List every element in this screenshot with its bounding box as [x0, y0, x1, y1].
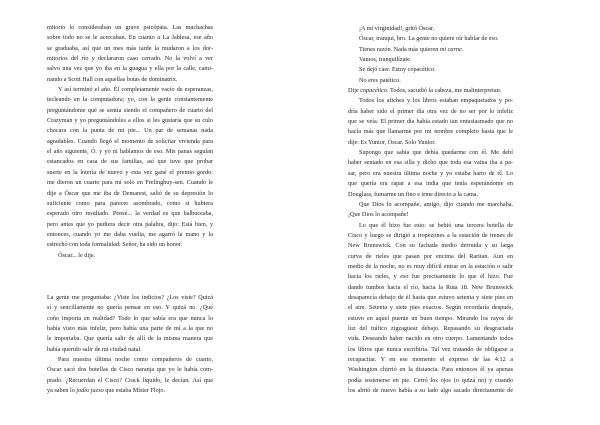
text-line: podía sostenerse en pie. Cerró los ojos (o quizá no) y cuando — [348, 376, 513, 384]
text-line: nando a Scott Hall con aquellas botas de dominatrix. — [47, 75, 178, 83]
text-line: hacia los rieles, y eso fue precisamente lo que él hizo. Fue — [348, 273, 513, 281]
text-line: luz del tráfico zigzaguear debajo. Repasando su desgraciada — [348, 324, 513, 332]
text-line: coño importa en realidad? Todo lo que sabía era que nunca lo — [47, 314, 213, 322]
text-line: que quería era rapar a esa india que tenía esperándome en — [348, 180, 513, 188]
text-line: mitorios del río y declararon caso cerrado. No la volví a ver — [47, 55, 213, 63]
text-run: que estaba Míster Flojo. — [103, 387, 166, 395]
text-line: esperado otro resultado. Pensé... la verdad es que balbuceaba, — [47, 210, 213, 218]
text-line: el aire. Setenta y siete pies exactos. Según recordaría después, — [348, 304, 513, 312]
text-run: Dije — [348, 87, 361, 95]
text-line: No eres patético. — [359, 76, 401, 84]
text-line: preguntándome qué se sentía siendo el compañero de cuarto del — [47, 106, 213, 114]
italic-text: mi carne — [439, 45, 462, 53]
text-line: agradables. Cuando llegó el momento de solicitar vivienda para — [47, 137, 213, 145]
text-line — [348, 45, 513, 55]
text-line: me dieron un cuarto para mí solo en Frelinghuy-sen. Cuando le — [47, 179, 213, 187]
text-line: dije: Es Yunior, Óscar. Solo Yunior. — [348, 138, 436, 146]
text-line: Óscar... le dije. — [58, 251, 96, 259]
text-line: estrechó con toda formalidad: Señor, ha sido un honor. — [47, 241, 183, 249]
text-line: salvo una vez que yo iba en la guagua y ella por la calle, cami- — [47, 65, 213, 73]
text-line: Y así terminó el año. Él completamente vacío de esperanzas, — [58, 86, 213, 94]
text-line: Se dejó caer. Estoy copacético. — [359, 66, 436, 74]
text-line: Todos los afiches y los libros estaban empaquetados y po- — [359, 97, 513, 105]
text-line: entonces, cuando yo me daba vuelta, me agarró la mano y la — [47, 230, 213, 238]
italic-text: jodío jueso — [76, 387, 104, 395]
text-line: había visto más infeliz, pero había una parte de mí a la que no — [47, 325, 213, 333]
text-line: sobre todo no se le acercaban. En cuanto a La Jablesa, ese año — [47, 34, 213, 42]
text-run: ya saben lo — [47, 387, 77, 395]
text-line: que se veía. El primer día había estado tan entusiasmado que no — [348, 118, 513, 126]
text-line: se graduaba, así que un mes más tarde la mudaron a los dor- — [47, 44, 213, 52]
text-line: recapacitar. Y en ese momento el expreso de las 4:12 a — [348, 356, 513, 363]
left-page-section-break-block — [47, 293, 213, 396]
text-line: La gente me preguntaba: ¿Viste los indicios? ¿Los viste? Quizá — [47, 294, 213, 301]
text-line: Douglass, fumarme un fino e irme directo a la cama. — [348, 190, 479, 198]
text-line: dando tumbos hacia el río, hacia la Ruta 18. New Brunswick — [348, 283, 513, 291]
text-line: dría haber sido el primer día otra vez de no ser por lo infeliz — [348, 107, 513, 115]
text-line: Cisco y luego se dirigió a tropezones a la estación de trenes de — [348, 231, 513, 239]
text-line: Lo que él hizo fue esto: se bebió una tercera botella de — [359, 221, 513, 229]
text-line: New Brunswick. Con su fachada medio derruida y su larga — [348, 242, 513, 250]
text-line: estuvo en aquel puente un buen tiempo. Mirando los rayos de — [348, 314, 513, 322]
text-line: curva de rieles que pasan por encima del Raritan. Aun en — [348, 252, 513, 260]
text-line: haber sentado en esa silla y dicho que toda esa vaina iba a pa- — [348, 159, 513, 167]
text-line: Vamos, tranquilízate. — [359, 56, 412, 64]
text-line: sar, pero era nuestra última noche y yo estaba harto de él. Lo — [348, 169, 513, 177]
text-line: tecleando en la computadora; yo, con la gente constantemente — [47, 96, 213, 104]
text-line: Óscar sacó dos botellas de Cisco naranja que yo le había com- — [47, 366, 213, 374]
text-line — [348, 86, 513, 96]
text-line: los libros que nunca escribiría. Tal vez tratando de obligarse a — [348, 345, 513, 353]
text-line: mitorio lo consideraban un grave psicópata. Las muchachas — [47, 24, 213, 31]
text-line — [47, 386, 213, 396]
text-line: dije a Óscar que me iba de Demarest, salió de su depresión lo — [47, 189, 213, 197]
text-line: vida. Deseando haber nacido en otro cuerpo. Lamentando todos — [348, 335, 513, 343]
text-line: le importaba. Que quería salir de allí de la misma manera que — [47, 335, 213, 343]
text-run: . Todos, sacudió la cabeza, me malinterpretan. — [387, 87, 502, 95]
left-page-text-block — [47, 23, 213, 261]
text-line: suficiente como para parecer asombrado, como si hubiera — [47, 199, 213, 207]
text-run: . — [461, 45, 464, 53]
text-line: Para nuestra última noche como compañeros de cuarto, — [58, 356, 213, 364]
text-line: el año siguiente, Ó. y yo ni hablamos de eso. Mis panas seguían — [47, 148, 213, 156]
text-line: había querido salir de mi ciudad natal. — [47, 345, 142, 353]
text-line: suerte en la lotería de nuevo y esta vez gané el premio gordo: — [47, 168, 213, 176]
text-line: Supongo que sabía que debía quedarme con él. Me debí — [359, 149, 513, 157]
text-run: Tienes razón. Nada más quieren — [359, 45, 440, 53]
text-line: desaparecía debajo de él hasta que estuvo setenta y siete pies en — [348, 293, 513, 301]
text-line: Crazyman y yo preguntándoles a ellos si les gustaría que su culo — [47, 117, 213, 125]
text-line: prado. ¿Recuerdan el Cisco? Crack líquido, le decían. Así que — [47, 376, 213, 384]
text-line: estancados en casa de sus familias, así que tuve que probar — [47, 158, 213, 166]
text-line: Washington chirrió en la distancia. Para entonces él ya apenas — [348, 366, 513, 374]
text-line: sí y sencillamente no quería pensar en eso. Y quizá no. ¿Qué — [47, 304, 213, 312]
text-line: ¡A mi virginidad!, gritó Óscar. — [359, 25, 435, 32]
text-line: medio de la noche, no es muy difícil entrar en la estación o salir — [348, 262, 513, 270]
text-line: los abrió de nuevo había a su lado algo sacado directamente de — [348, 387, 513, 395]
text-line: Óscar, tranqui, bro. La gente no quiere oír hablar de eso. — [359, 35, 499, 43]
text-line: Que Dios lo acompañe, amigo, dijo cuando me marchaba. — [359, 200, 513, 208]
text-line: hacía más que llamarme por mi nombre completo hasta que le — [348, 128, 513, 136]
text-line: pero antes que yo pudiera decir otra palabra, dijo: Está bien, y — [47, 220, 213, 228]
italic-text: copacético — [360, 87, 388, 95]
text-line: chocara con la punta de mi pie... Un par de semanas nada — [47, 127, 213, 135]
right-page-text-block — [348, 24, 513, 396]
text-line: ¡Que Dios lo acompañe! — [348, 211, 409, 219]
